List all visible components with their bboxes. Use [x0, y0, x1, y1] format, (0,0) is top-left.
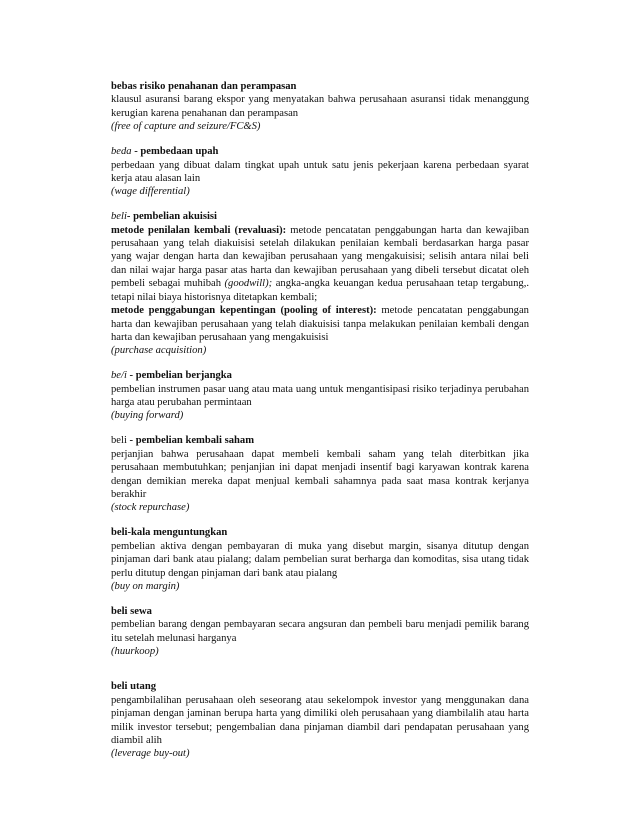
sub-method-title: metode penilalan kembali (revaluasi):	[111, 224, 287, 236]
entry-english-term: (wage differential)	[111, 186, 190, 198]
headword-main: beli utang	[111, 681, 157, 693]
entry-beli-kala	[111, 526, 529, 593]
sub-method-text-cont: angka-angka keuangan kedua perusahaan tetap tergabung,. tetapi nilai biaya historisnya ditetapkan kembali;	[111, 278, 529, 303]
headword-root: beda	[111, 146, 132, 158]
entry-beli-sewa	[111, 605, 529, 659]
entry-definition-revaluation	[111, 224, 529, 304]
sub-method-goodwill: (goodwill);	[224, 278, 273, 290]
entry-english-term: (stock repurchase)	[111, 502, 190, 514]
entry-beda	[111, 145, 529, 199]
entry-english-term: (free of capture and seizure/FC&S)	[111, 121, 261, 133]
entry-headword	[111, 369, 529, 382]
entry-headword	[111, 526, 529, 539]
entry-english-term: (buying forward)	[111, 410, 184, 422]
headword-main: beli-kala menguntungkan	[111, 527, 228, 539]
entry-beli-berjangka	[111, 369, 529, 423]
headword-main: - pembedaan upah	[131, 146, 219, 158]
entry-headword	[111, 80, 529, 93]
headword-main: beli sewa	[111, 605, 152, 617]
entry-headword	[111, 210, 529, 223]
entry-beli-kembali-saham	[111, 434, 529, 514]
sub-method-text: metode pencatatan penggabungan harta dan kewajiban perusahaan yang telah diakuisisi tanpa melakukan penilaian kembali dengan harta dan kewajiban perusahaan yang mengakuisisi	[111, 305, 529, 343]
entry-definition: perbedaan yang dibuat dalam tingkat upah untuk satu jenis pekerjaan karena perbedaan syarat kerja atau alasan lain	[111, 159, 529, 184]
entry-definition: pembelian instrumen pasar uang atau mata uang untuk mengantisipasi risiko terjadinya perubahan harga atau perubahan permintaan	[111, 383, 529, 409]
entry-headword	[111, 605, 529, 618]
entry-english-term: (buy on margin)	[111, 580, 180, 592]
entry-beli-utang	[111, 680, 529, 760]
entry-definition: pengambilalihan perusahaan oleh seseorang atau sekelompok investor yang menggunakan dana pinjaman dengan jaminan berupa harta yang dimiliki oleh perusahaan yang diambilalih atau harta milik investor tersebut; pengembalian dana pinjaman diambil dari pendapatan perusahaan yang diambil alih	[111, 694, 529, 747]
sub-method-title: metode penggabungan kepentingan (pooling of interest):	[111, 305, 377, 317]
entry-definition-pooling	[111, 304, 529, 344]
entry-english-term: (purchase acquisition)	[111, 345, 207, 357]
headword-main: bebas risiko penahanan dan perampasan	[111, 81, 297, 92]
entry-headword	[111, 680, 529, 693]
entry-definition: klausul asuransi barang ekspor yang menyatakan bahwa perusahaan asuransi tidak menanggung kerugian karena penahanan dan perampasan	[111, 94, 529, 119]
entry-beli-akuisisi	[111, 210, 529, 357]
entry-bebas-risiko	[111, 80, 529, 134]
headword-main: - pembelian kembali saham	[126, 435, 255, 447]
headword-main: - pembelian akuisisi	[126, 211, 217, 223]
entry-definition: pembelian aktiva dengan pembayaran di muka yang disebut margin, sisanya ditutup dengan pinjaman dari bank atau pialang; dalam pembelian surat berharga dan komoditas, sisa utang tidak perlu ditutup dengan pinjaman dari bank atau pialang	[111, 540, 529, 579]
entry-definition: perjanjian bahwa perusahaan dapat membeli kembali saham yang telah diterbitkan jika perusahaan membutuhkan; penjanjian ini dapat menjadi insentif bagi karyawan kontrak karena dengan demikian mereka dapat menjual kembali sahamnya pada saat masa kontrak kerjanya berakhir	[111, 448, 529, 500]
entry-english-term: (leverage buy-out)	[111, 748, 190, 760]
entry-english-term: (huurkoop)	[111, 646, 159, 658]
entry-headword	[111, 145, 529, 158]
entry-headword	[111, 434, 529, 447]
entry-definition: pembelian barang dengan pembayaran secara angsuran dan pembeli baru menjadi pemilik barang itu setelah melunasi harganya	[111, 619, 529, 644]
sub-method-text: metode pencatatan penggabungan harta dan kewajiban perusahaan yang telah diakuisisi setelah dilakukan penilaian kembali berdasarkan harga pasar yang wajar dengan harta dan kewajiban perusahaan yang mengakuisisi; selisih antara nilai beli dan nilai wajar harga pasar atas harta dan kewajiban perusahaan yang dibeli tersebut dicatat oleh pembeli sebagai muhibah	[111, 224, 529, 290]
headword-root: beli	[111, 211, 127, 223]
headword-root: be/i	[111, 370, 127, 382]
headword-root: beli	[111, 435, 127, 447]
headword-main: - pembelian berjangka	[126, 370, 232, 382]
dictionary-page	[111, 80, 529, 772]
